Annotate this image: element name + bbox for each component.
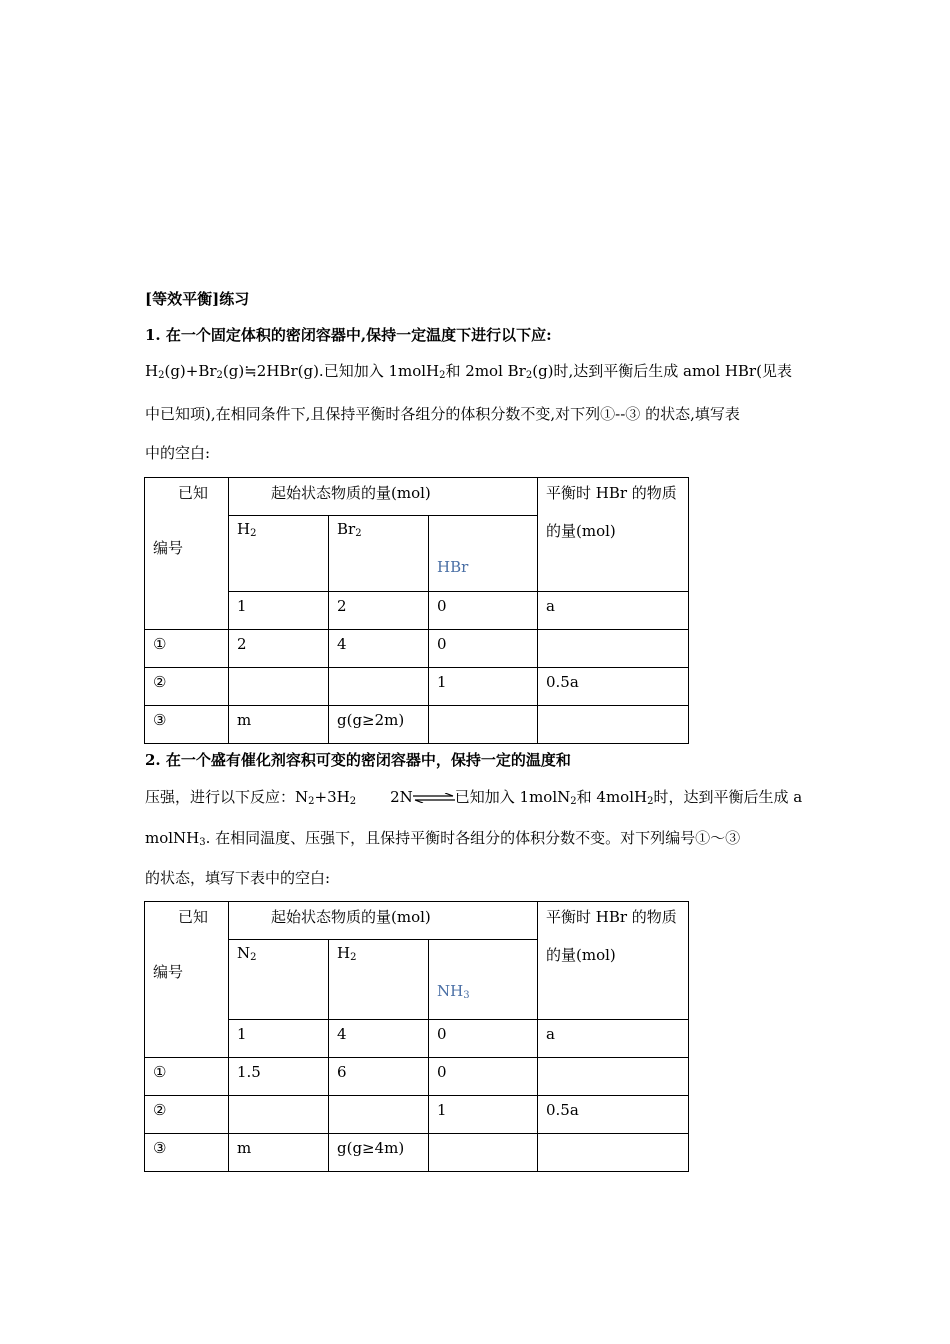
table-cell bbox=[538, 706, 689, 744]
header-known-number: 已知 编号 bbox=[145, 478, 229, 630]
table-cell: 1 bbox=[229, 592, 329, 630]
q2-line4: 的状态，填写下表中的空白: bbox=[145, 869, 331, 887]
table-cell bbox=[429, 706, 538, 744]
col-nh3: $NH_3$ bbox=[429, 940, 538, 1020]
q2-line3: molNH$_3$. 在相同温度、压强下，且保持平衡时各组分的体积分数不变。对下列编号①～③ bbox=[145, 829, 741, 848]
table-cell: 0 bbox=[429, 592, 538, 630]
table-cell: 4 bbox=[329, 630, 429, 668]
table-cell bbox=[538, 1058, 689, 1096]
q1-line2: $H_2(g)+Br_2(g)≒2HBr(g)$.已知加入 1molH$_2$和 2mol $Br_2(g)$时,达到平衡后生成 amol HBr(见表 bbox=[145, 362, 792, 381]
table-cell: 0 bbox=[429, 1020, 538, 1058]
q2-line1: 2. 在一个盛有催化剂容积可变的密闭容器中，保持一定的温度和 bbox=[145, 751, 571, 769]
row-id: ③ bbox=[145, 706, 229, 744]
table-row bbox=[145, 668, 689, 706]
table-cell: 1 bbox=[429, 1096, 538, 1134]
table-1 bbox=[144, 477, 689, 744]
table-cell: g(g≥2m) bbox=[329, 706, 429, 744]
table-cell: 1 bbox=[429, 668, 538, 706]
equilibrium-header: 平衡时 HBr 的物质 的量(mol) bbox=[538, 478, 689, 592]
table-cell: 2 bbox=[329, 592, 429, 630]
table-cell bbox=[538, 630, 689, 668]
table-row bbox=[145, 1058, 689, 1096]
table-row bbox=[145, 1134, 689, 1172]
table-cell: m bbox=[229, 706, 329, 744]
col-br2: $Br_2$ bbox=[329, 516, 429, 592]
start-state-header: 起始状态物质的量(mol) bbox=[229, 902, 538, 940]
table-row bbox=[145, 1096, 689, 1134]
table-cell: a bbox=[538, 1020, 689, 1058]
table-cell: 1.5 bbox=[229, 1058, 329, 1096]
header-known-number: 已知 编号 bbox=[145, 902, 229, 1058]
table-cell bbox=[429, 1134, 538, 1172]
table-cell: 2 bbox=[229, 630, 329, 668]
q1-line1: 1. 在一个固定体积的密闭容器中,保持一定温度下进行以下应: bbox=[145, 326, 552, 344]
table-2 bbox=[144, 901, 689, 1172]
q2-line2: 压强，进行以下反应：$N_2+3H_2$ 2N 已知加入 1molN$_2$和 4molH$_2$时，达到平衡后生成 a bbox=[145, 788, 803, 807]
table-row bbox=[145, 630, 689, 668]
col-hbr: HBr bbox=[429, 516, 538, 592]
q1-line4: 中的空白: bbox=[145, 444, 211, 462]
start-state-header: 起始状态物质的量(mol) bbox=[229, 478, 538, 516]
worksheet-title: [等效平衡]练习 bbox=[145, 290, 250, 308]
col-n2: $N_2$ bbox=[229, 940, 329, 1020]
table-cell: 0 bbox=[429, 1058, 538, 1096]
row-id: ③ bbox=[145, 1134, 229, 1172]
table-cell: 6 bbox=[329, 1058, 429, 1096]
table-cell: a bbox=[538, 592, 689, 630]
table-cell: 0 bbox=[429, 630, 538, 668]
table-cell bbox=[229, 1096, 329, 1134]
col-h2: $H_2$ bbox=[229, 516, 329, 592]
table-cell: g(g≥4m) bbox=[329, 1134, 429, 1172]
table-row bbox=[145, 706, 689, 744]
table-cell: 0.5a bbox=[538, 1096, 689, 1134]
table-cell: 4 bbox=[329, 1020, 429, 1058]
col-h2: $H_2$ bbox=[329, 940, 429, 1020]
equilibrium-header: 平衡时 HBr 的物质 的量(mol) bbox=[538, 902, 689, 1020]
row-id: ② bbox=[145, 668, 229, 706]
table-cell: m bbox=[229, 1134, 329, 1172]
table-cell: 1 bbox=[229, 1020, 329, 1058]
table-cell bbox=[329, 1096, 429, 1134]
q1-line3: 中已知项),在相同条件下,且保持平衡时各组分的体积分数不变,对下列①--③ 的状态,填写表 bbox=[145, 405, 740, 423]
equilibrium-arrow-icon bbox=[413, 793, 455, 803]
row-id: ② bbox=[145, 1096, 229, 1134]
table-cell: 0.5a bbox=[538, 668, 689, 706]
table-cell bbox=[229, 668, 329, 706]
row-id: ① bbox=[145, 630, 229, 668]
row-id: ① bbox=[145, 1058, 229, 1096]
table-cell bbox=[538, 1134, 689, 1172]
table-cell bbox=[329, 668, 429, 706]
